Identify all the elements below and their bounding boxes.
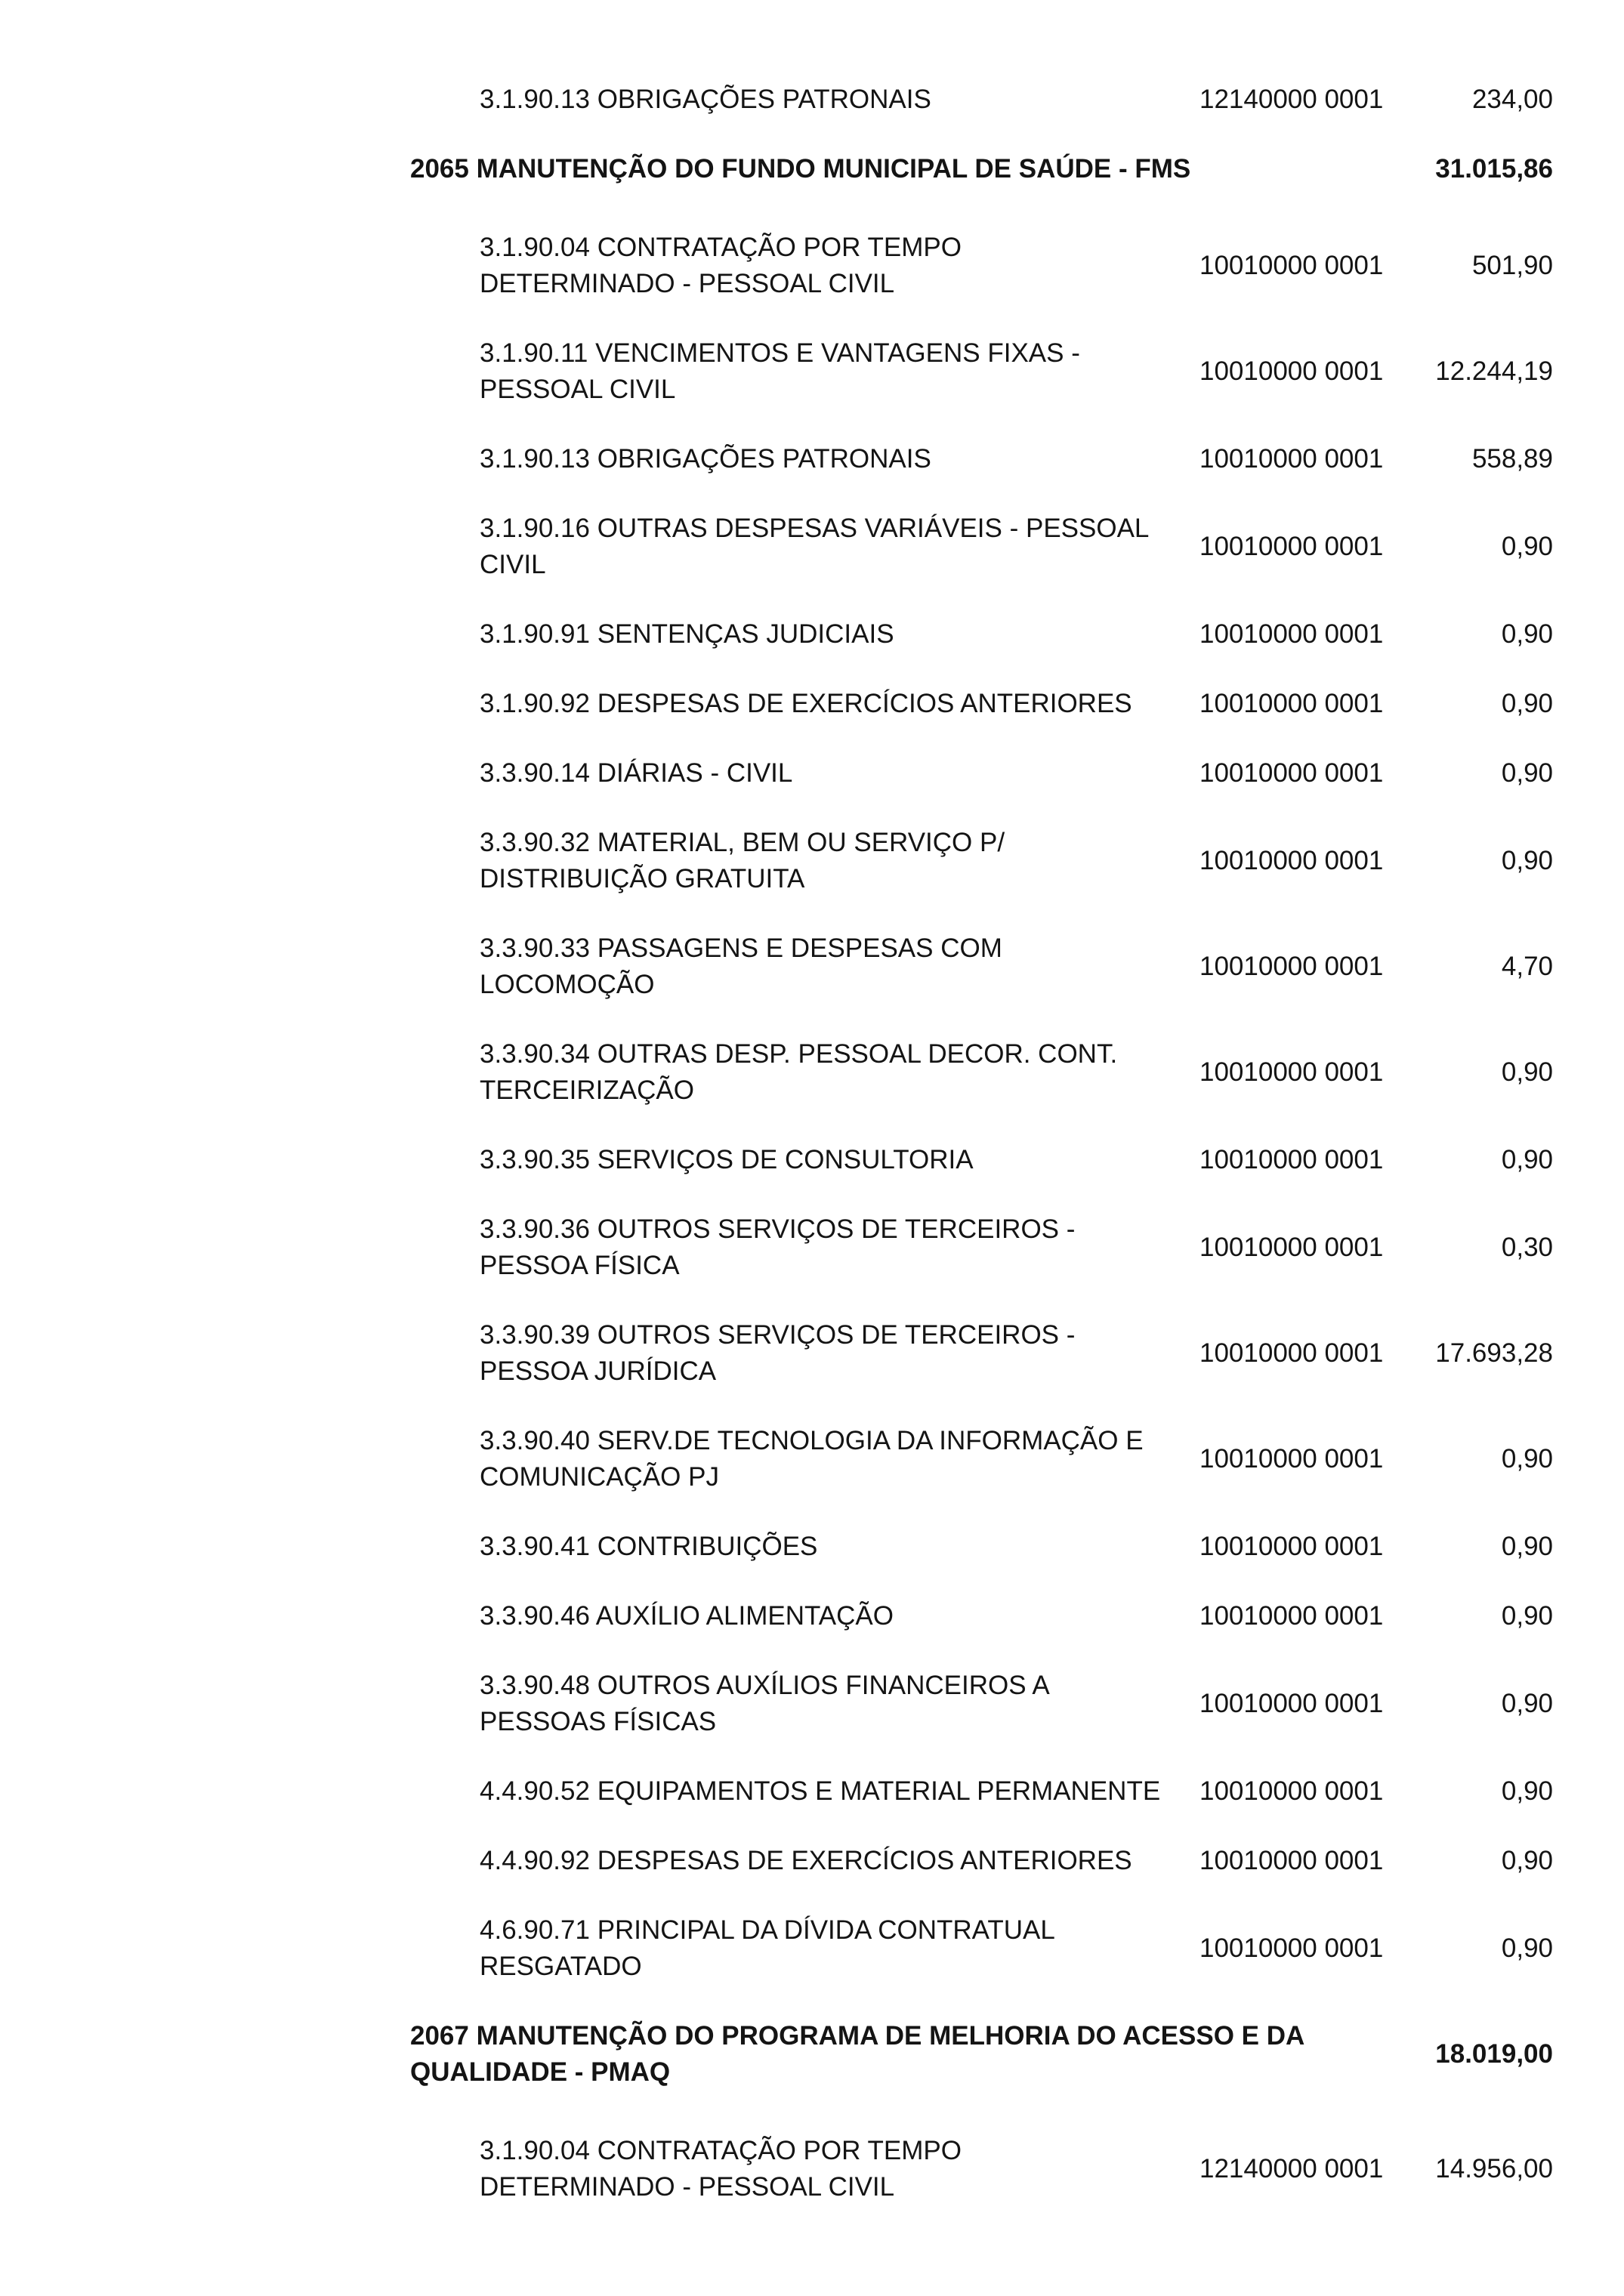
- description-line: 2065 MANUTENÇÃO DO FUNDO MUNICIPAL DE SAÚDE - FMS: [410, 154, 1191, 184]
- description-line: 3.1.90.91 SENTENÇAS JUDICIAIS: [480, 619, 894, 649]
- section-total: 31.015,86: [1435, 154, 1553, 184]
- expense-row: [0, 686, 1624, 722]
- section-total: 18.019,00: [1435, 2039, 1553, 2069]
- source-code: 10010000 0001: [1199, 1532, 1384, 1561]
- source-code: 10010000 0001: [1199, 1057, 1384, 1087]
- description-line: PESSOA FÍSICA: [480, 1251, 680, 1280]
- expense-value: 0,90: [1501, 1846, 1553, 1875]
- description-line: 3.3.90.14 DIÁRIAS - CIVIL: [480, 758, 793, 788]
- expense-row: [0, 1598, 1624, 1634]
- expense-value: 12.244,19: [1435, 356, 1553, 386]
- description-line: 3.3.90.39 OUTROS SERVIÇOS DE TERCEIROS -: [480, 1320, 1076, 1350]
- source-code: 10010000 0001: [1199, 846, 1384, 875]
- expense-value: 0,90: [1501, 1689, 1553, 1718]
- expense-description: [480, 1773, 1197, 1810]
- expense-description: [480, 1912, 1197, 1985]
- expense-description: [480, 1317, 1197, 1390]
- description-line: DETERMINADO - PESSOAL CIVIL: [480, 2172, 895, 2202]
- description-line: DETERMINADO - PESSOAL CIVIL: [480, 269, 895, 298]
- expense-value: 4,70: [1501, 952, 1553, 981]
- description-line: PESSOAL CIVIL: [480, 375, 676, 404]
- source-code: 10010000 0001: [1199, 619, 1384, 649]
- expense-value: 234,00: [1471, 85, 1553, 114]
- expense-row: [0, 1142, 1624, 1178]
- source-code: 10010000 0001: [1199, 1933, 1384, 1963]
- expense-description: [480, 930, 1197, 1003]
- description-line: COMUNICAÇÃO PJ: [480, 1462, 719, 1492]
- expense-row: [0, 1317, 1624, 1390]
- expense-row: [0, 616, 1624, 653]
- expense-value: 0,90: [1501, 1933, 1553, 1963]
- expense-description: [480, 686, 1197, 722]
- description-line: 3.3.90.41 CONTRIBUIÇÕES: [480, 1532, 818, 1561]
- expense-row: [0, 755, 1624, 792]
- description-line: 3.3.90.33 PASSAGENS E DESPESAS COM: [480, 934, 1002, 963]
- description-line: QUALIDADE - PMAQ: [410, 2057, 671, 2087]
- expense-value: 0,90: [1501, 1145, 1553, 1174]
- expense-value: 14.956,00: [1435, 2154, 1553, 2183]
- source-code: 10010000 0001: [1199, 1145, 1384, 1174]
- expense-value: 0,90: [1501, 619, 1553, 649]
- description-line: 4.4.90.92 DESPESAS DE EXERCÍCIOS ANTERIORES: [480, 1846, 1132, 1875]
- source-code: 12140000 0001: [1199, 85, 1384, 114]
- expense-description: [480, 230, 1197, 302]
- expense-value: 0,90: [1501, 1776, 1553, 1806]
- expense-value: 0,90: [1501, 1601, 1553, 1631]
- expense-row: [0, 1773, 1624, 1810]
- expense-description: [480, 82, 1197, 118]
- expense-value: 0,90: [1501, 532, 1553, 561]
- source-code: 10010000 0001: [1199, 532, 1384, 561]
- description-line: 3.1.90.16 OUTRAS DESPESAS VARIÁVEIS - PESSOAL: [480, 514, 1150, 543]
- source-code: 12140000 0001: [1199, 2154, 1384, 2183]
- section-header-row: [0, 2018, 1624, 2091]
- description-line: 3.1.90.13 OBRIGAÇÕES PATRONAIS: [480, 85, 931, 114]
- expense-value: 558,89: [1471, 444, 1553, 474]
- source-code: 10010000 0001: [1199, 1338, 1384, 1368]
- expense-value: 0,30: [1501, 1233, 1553, 1262]
- source-code: 10010000 0001: [1199, 758, 1384, 788]
- description-line: 3.3.90.32 MATERIAL, BEM OU SERVIÇO P/: [480, 828, 1005, 857]
- expense-row: [0, 441, 1624, 477]
- expense-row: [0, 230, 1624, 302]
- expense-row: [0, 930, 1624, 1003]
- source-code: 10010000 0001: [1199, 952, 1384, 981]
- expense-row: [0, 1036, 1624, 1109]
- expense-value: 501,90: [1471, 251, 1553, 280]
- source-code: 10010000 0001: [1199, 1846, 1384, 1875]
- description-line: 3.3.90.40 SERV.DE TECNOLOGIA DA INFORMAÇÃO E: [480, 1426, 1144, 1455]
- expense-value: 17.693,28: [1435, 1338, 1553, 1368]
- description-line: 3.1.90.92 DESPESAS DE EXERCÍCIOS ANTERIORES: [480, 689, 1132, 718]
- description-line: CIVIL: [480, 550, 546, 579]
- source-code: 10010000 0001: [1199, 444, 1384, 474]
- description-line: 3.1.90.04 CONTRATAÇÃO POR TEMPO: [480, 233, 962, 262]
- expense-value: 0,90: [1501, 1444, 1553, 1474]
- source-code: 10010000 0001: [1199, 1444, 1384, 1474]
- expense-description: [480, 335, 1197, 408]
- description-line: 3.3.90.48 OUTROS AUXÍLIOS FINANCEIROS A: [480, 1671, 1050, 1700]
- section-title: [410, 151, 1422, 187]
- description-line: TERCEIRIZAÇÃO: [480, 1075, 694, 1105]
- expense-description: [480, 1423, 1197, 1495]
- expense-description: [480, 1529, 1197, 1565]
- expense-description: [480, 1843, 1197, 1879]
- expense-description: [480, 441, 1197, 477]
- expense-description: [480, 511, 1197, 583]
- description-line: 2067 MANUTENÇÃO DO PROGRAMA DE MELHORIA DO ACESSO E DA: [410, 2021, 1305, 2051]
- expense-description: [480, 1142, 1197, 1178]
- section-header-row: [0, 151, 1624, 187]
- source-code: 10010000 0001: [1199, 251, 1384, 280]
- source-code: 10010000 0001: [1199, 356, 1384, 386]
- section-title: [410, 2018, 1422, 2091]
- expense-description: [480, 2133, 1197, 2205]
- source-code: 10010000 0001: [1199, 1689, 1384, 1718]
- description-line: 4.6.90.71 PRINCIPAL DA DÍVIDA CONTRATUAL: [480, 1915, 1055, 1945]
- expense-row: [0, 1668, 1624, 1740]
- expense-row: [0, 1843, 1624, 1879]
- expense-value: 0,90: [1501, 1057, 1553, 1087]
- expense-value: 0,90: [1501, 1532, 1553, 1561]
- description-line: 3.3.90.36 OUTROS SERVIÇOS DE TERCEIROS -: [480, 1214, 1076, 1244]
- description-line: 3.3.90.35 SERVIÇOS DE CONSULTORIA: [480, 1145, 974, 1174]
- expense-value: 0,90: [1501, 689, 1553, 718]
- source-code: 10010000 0001: [1199, 1776, 1384, 1806]
- description-line: LOCOMOÇÃO: [480, 970, 655, 999]
- expense-description: [480, 1668, 1197, 1740]
- description-line: PESSOA JURÍDICA: [480, 1356, 717, 1386]
- expense-row: [0, 825, 1624, 897]
- description-line: DISTRIBUIÇÃO GRATUITA: [480, 864, 805, 893]
- description-line: 4.4.90.52 EQUIPAMENTOS E MATERIAL PERMANENTE: [480, 1776, 1161, 1806]
- source-code: 10010000 0001: [1199, 1601, 1384, 1631]
- expense-description: [480, 1598, 1197, 1634]
- description-line: 3.1.90.11 VENCIMENTOS E VANTAGENS FIXAS -: [480, 338, 1080, 368]
- description-line: 3.1.90.13 OBRIGAÇÕES PATRONAIS: [480, 444, 931, 474]
- description-line: 3.1.90.04 CONTRATAÇÃO POR TEMPO: [480, 2136, 962, 2165]
- source-code: 10010000 0001: [1199, 689, 1384, 718]
- expense-value: 0,90: [1501, 846, 1553, 875]
- expense-description: [480, 755, 1197, 792]
- expense-description: [480, 1036, 1197, 1109]
- expense-row: [0, 82, 1624, 118]
- expense-row: [0, 511, 1624, 583]
- description-line: PESSOAS FÍSICAS: [480, 1707, 717, 1736]
- expense-row: [0, 2133, 1624, 2205]
- expense-description: [480, 1211, 1197, 1284]
- expense-row: [0, 1423, 1624, 1495]
- expense-row: [0, 1211, 1624, 1284]
- expense-row: [0, 1529, 1624, 1565]
- expense-row: [0, 335, 1624, 408]
- expense-value: 0,90: [1501, 758, 1553, 788]
- expense-description: [480, 616, 1197, 653]
- source-code: 10010000 0001: [1199, 1233, 1384, 1262]
- description-line: 3.3.90.46 AUXÍLIO ALIMENTAÇÃO: [480, 1601, 894, 1631]
- description-line: RESGATADO: [480, 1952, 642, 1981]
- expense-row: [0, 1912, 1624, 1985]
- description-line: 3.3.90.34 OUTRAS DESP. PESSOAL DECOR. CONT.: [480, 1039, 1118, 1069]
- expense-description: [480, 825, 1197, 897]
